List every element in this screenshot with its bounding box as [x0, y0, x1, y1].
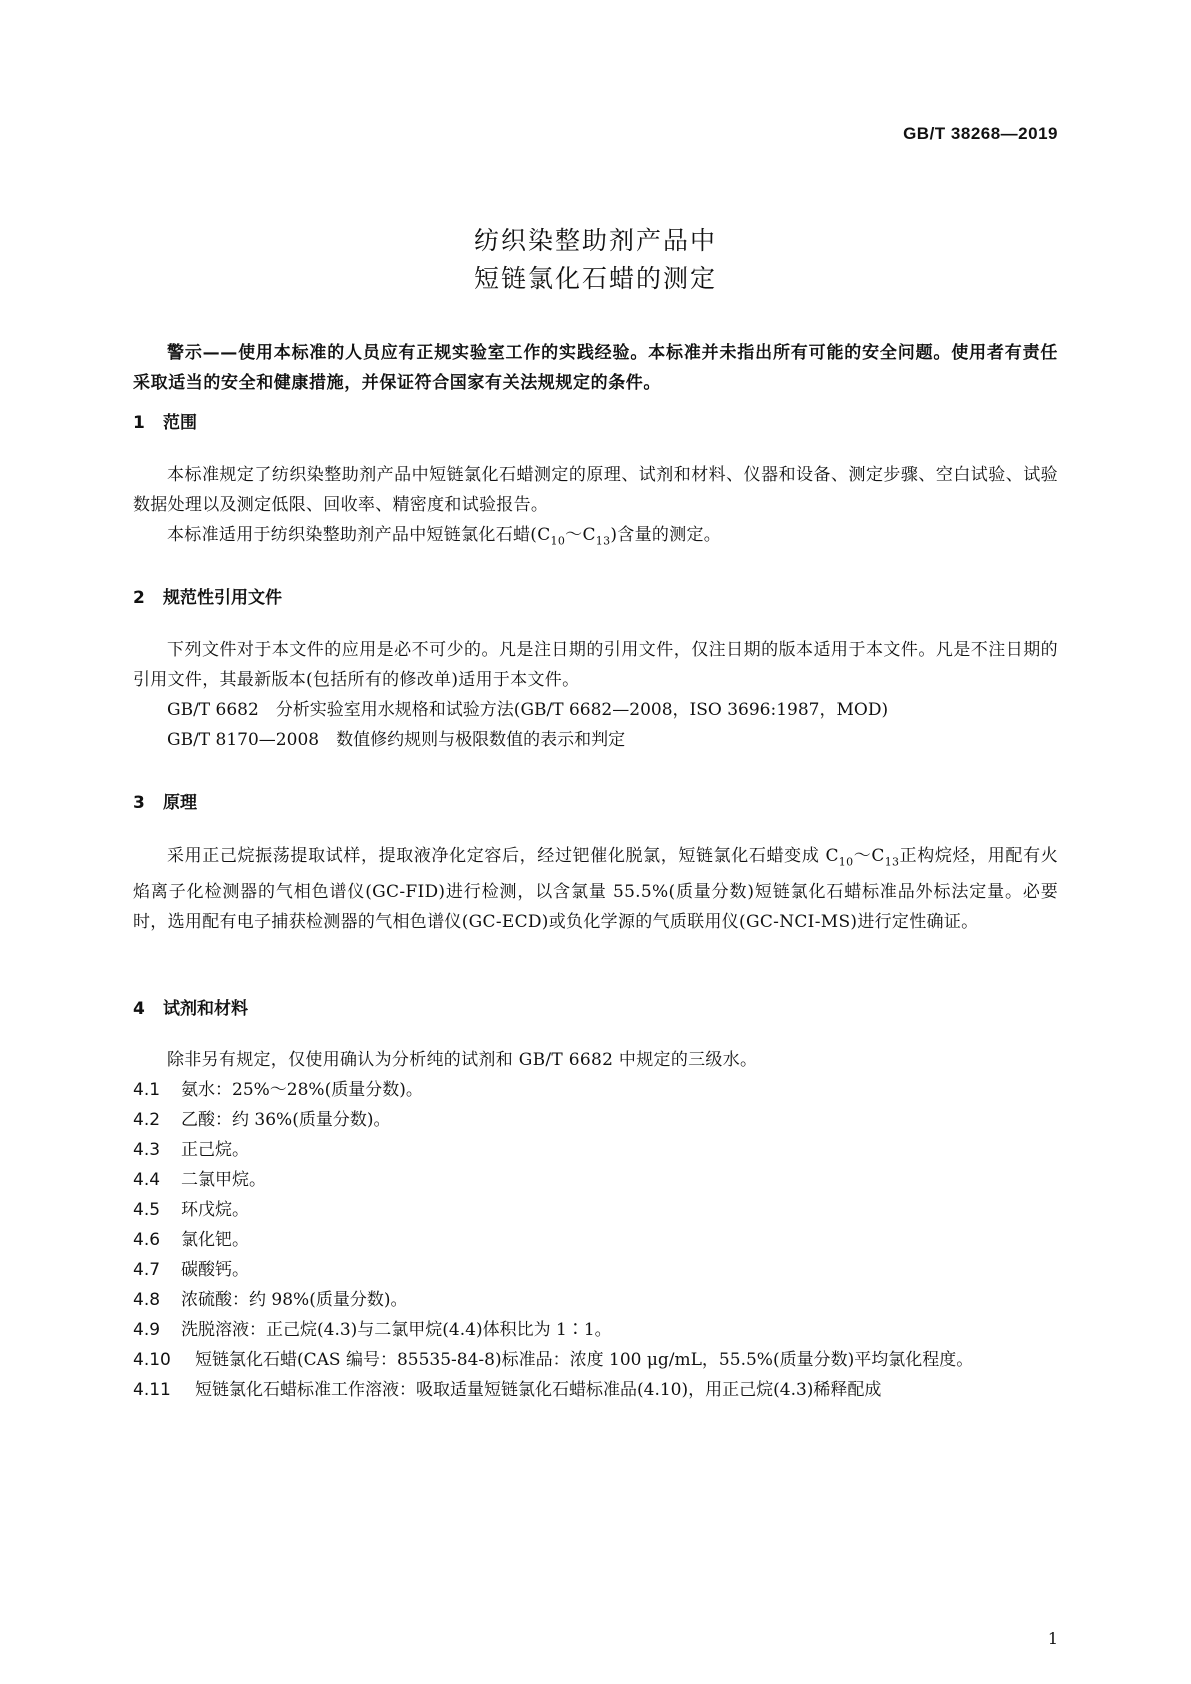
item-number: 4.2: [133, 1110, 161, 1130]
section-number: 2: [133, 588, 145, 608]
document-title: [0, 222, 1191, 298]
section-title: 范围: [163, 413, 197, 433]
item-text: 氯化钯。: [181, 1230, 249, 1250]
reference-item: [133, 695, 1058, 725]
item-text: 碳酸钙。: [181, 1260, 249, 1280]
paragraph: 采用正己烷振荡提取试样，提取液净化定容后，经过钯催化脱氯，短链氯化石蜡变成 $C_{10}\sim C_{13}$正构烷烃，用配有火焰离子化检测器的气相色谱仪(GC-FID)进行检测，以含氯量 55.5%(质量分数)短链氯化石蜡标准品外标法定量。必要时，选用配有电子捕获检测器的气相色谱仪(GC-ECD)或负化学源的气质联用仪(GC-NCI-MS)进行定性确证。: [133, 846, 1059, 933]
reference-code: GB/T 8170—2008: [167, 730, 320, 750]
item-text: 乙酸：约 36%(质量分数)。: [181, 1110, 391, 1130]
standard-number: GB/T 38268—2019: [903, 124, 1058, 143]
list-item: [133, 1195, 1058, 1225]
list-item: [133, 1165, 1058, 1195]
paragraph: 本标准适用于纺织染整助剂产品中短链氯化石蜡$(C_{10}\sim C_{13})$含量的测定。: [167, 525, 722, 548]
list-item: [133, 1135, 1058, 1165]
section-number: 3: [133, 793, 145, 813]
item-number: 4.11: [133, 1380, 171, 1400]
page-number: 1: [1047, 1629, 1058, 1648]
reference-code: GB/T 6682: [167, 700, 259, 720]
section-3-body: [133, 841, 1058, 937]
item-text: 短链氯化石蜡标准工作溶液：吸取适量短链氯化石蜡标准品(4.10)，用正己烷(4.3)稀释配成: [195, 1380, 882, 1400]
list-item: [133, 1285, 1058, 1315]
list-item: [133, 1105, 1058, 1135]
section-title: 原理: [163, 793, 197, 813]
item-text: 洗脱溶液：正己烷(4.3)与二氯甲烷(4.4)体积比为 1∶1。: [181, 1320, 612, 1340]
title-line-1: 纺织染整助剂产品中: [473, 226, 717, 255]
item-text: 短链氯化石蜡(CAS 编号：85535-84-8)标准品：浓度 100 μg/mL，55.5%(质量分数)平均氯化程度。: [195, 1350, 974, 1370]
paragraph: 除非另有规定，仅使用确认为分析纯的试剂和 GB/T 6682 中规定的三级水。: [167, 1050, 758, 1070]
title-line-2: 短链氯化石蜡的测定: [473, 264, 717, 293]
reference-title: 数值修约规则与极限数值的表示和判定: [336, 730, 626, 750]
section-1-body: [133, 460, 1058, 556]
item-text: 浓硫酸：约 98%(质量分数)。: [181, 1290, 408, 1310]
list-item: [133, 1255, 1058, 1285]
list-item: [133, 1375, 1058, 1405]
item-number: 4.5: [133, 1200, 161, 1220]
paragraph: 下列文件对于本文件的应用是必不可少的。凡是注日期的引用文件，仅注日期的版本适用于本文件。凡是不注日期的引用文件，其最新版本(包括所有的修改单)适用于本文件。: [133, 640, 1058, 690]
section-1-heading: [133, 408, 197, 433]
item-number: 4.7: [133, 1260, 161, 1280]
item-number: 4.6: [133, 1230, 161, 1250]
reference-item: [133, 725, 1058, 755]
section-title: 规范性引用文件: [163, 588, 282, 608]
item-text: 正己烷。: [181, 1140, 249, 1160]
section-2-body: [133, 635, 1058, 755]
item-text: 二氯甲烷。: [181, 1170, 266, 1190]
list-item: [133, 1315, 1058, 1345]
item-number: 4.4: [133, 1170, 161, 1190]
item-number: 4.9: [133, 1320, 161, 1340]
list-item: [133, 1345, 1058, 1375]
item-number: 4.3: [133, 1140, 161, 1160]
list-item: [133, 1075, 1058, 1105]
reference-title: 分析实验室用水规格和试验方法(GB/T 6682—2008，ISO 3696:1987，MOD): [275, 700, 889, 720]
item-number: 4.8: [133, 1290, 161, 1310]
item-text: 氨水：25%～28%(质量分数)。: [181, 1080, 423, 1100]
section-3-heading: [133, 788, 197, 813]
warning-paragraph: 警示——使用本标准的人员应有正规实验室工作的实践经验。本标准并未指出所有可能的安全问题。使用者有责任采取适当的安全和健康措施，并保证符合国家有关法规规定的条件。: [133, 343, 1058, 393]
item-number: 4.10: [133, 1350, 171, 1370]
paragraph: 本标准规定了纺织染整助剂产品中短链氯化石蜡测定的原理、试剂和材料、仪器和设备、测定步骤、空白试验、试验数据处理以及测定低限、回收率、精密度和试验报告。: [133, 465, 1058, 515]
section-title: 试剂和材料: [163, 999, 248, 1019]
list-item: [133, 1225, 1058, 1255]
item-text: 环戊烷。: [181, 1200, 249, 1220]
item-number: 4.1: [133, 1080, 161, 1100]
section-number: 1: [133, 413, 145, 433]
section-number: 4: [133, 999, 145, 1019]
section-4-heading: [133, 994, 248, 1019]
section-4-body: [133, 1045, 1058, 1405]
section-2-heading: [133, 583, 282, 608]
